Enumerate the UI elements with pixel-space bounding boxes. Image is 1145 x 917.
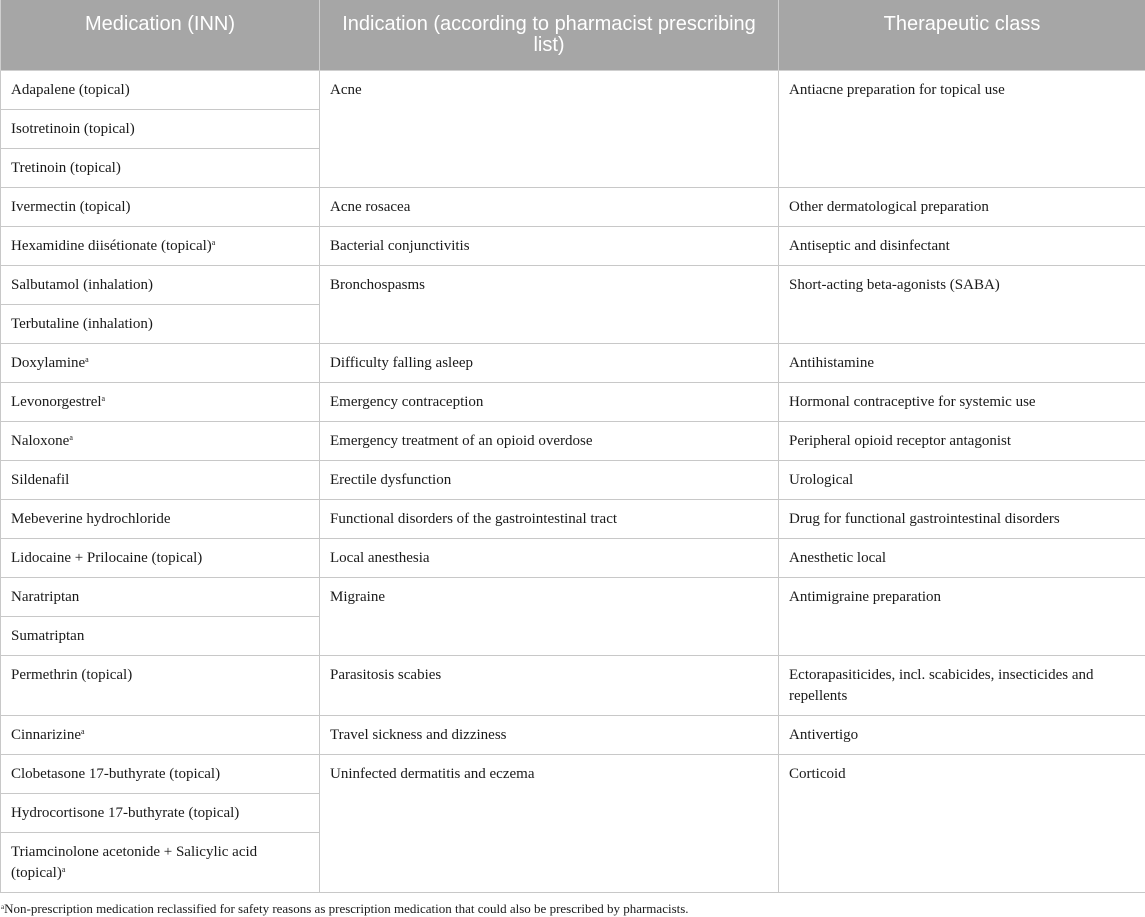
- cell-indication: Parasitosis scabies: [320, 656, 779, 716]
- cell-indication: Functional disorders of the gastrointestinal tract: [320, 500, 779, 539]
- table-row: [1, 716, 1145, 755]
- cell-therapeutic-class: Antihistamine: [779, 344, 1145, 383]
- table-footnote: $^a$Non-prescription medication reclassified for safety reasons as prescription medication that could also be prescribed by pharmacists.: [0, 893, 1145, 917]
- cell-medication: Levonorgestrel$^a$: [1, 383, 320, 422]
- cell-therapeutic-class: Ectorapasiticides, incl. scabicides, insecticides and repellents: [779, 656, 1145, 716]
- cell-medication: Adapalene (topical): [1, 71, 320, 110]
- cell-medication: Terbutaline (inhalation): [1, 305, 320, 344]
- cell-therapeutic-class: Anesthetic local: [779, 539, 1145, 578]
- table-row: [1, 188, 1145, 227]
- table-header: [1, 0, 1145, 71]
- table-row: [1, 656, 1145, 716]
- cell-therapeutic-class: Peripheral opioid receptor antagonist: [779, 422, 1145, 461]
- cell-indication: Acne rosacea: [320, 188, 779, 227]
- footnote-marker: a: [81, 727, 85, 736]
- table-row: [1, 227, 1145, 266]
- cell-therapeutic-class: Antimigraine preparation: [779, 578, 1145, 656]
- cell-indication: Erectile dysfunction: [320, 461, 779, 500]
- cell-medication: Clobetasone 17-buthyrate (topical): [1, 755, 320, 794]
- cell-medication: Mebeverine hydrochloride: [1, 500, 320, 539]
- cell-therapeutic-class: Corticoid: [779, 755, 1145, 893]
- cell-medication: Triamcinolone acetonide + Salicylic acid (topical)$^a$: [1, 833, 320, 893]
- cell-indication: Bronchospasms: [320, 266, 779, 344]
- cell-therapeutic-class: Antiacne preparation for topical use: [779, 71, 1145, 188]
- cell-indication: Difficulty falling asleep: [320, 344, 779, 383]
- cell-medication: Permethrin (topical): [1, 656, 320, 716]
- footnote-marker: a: [69, 433, 73, 442]
- cell-indication: Local anesthesia: [320, 539, 779, 578]
- cell-medication: Naratriptan: [1, 578, 320, 617]
- cell-indication: Acne: [320, 71, 779, 188]
- footnote-marker: a: [85, 355, 89, 364]
- table-row: [1, 422, 1145, 461]
- header-therapeutic-class: Therapeutic class: [779, 0, 1145, 71]
- cell-indication: Emergency treatment of an opioid overdose: [320, 422, 779, 461]
- cell-medication: Naloxone$^a$: [1, 422, 320, 461]
- table-row: [1, 344, 1145, 383]
- footnote-marker: a: [212, 238, 216, 247]
- cell-medication: Tretinoin (topical): [1, 149, 320, 188]
- table-row: [1, 755, 1145, 794]
- cell-therapeutic-class: Antiseptic and disinfectant: [779, 227, 1145, 266]
- footnote-marker: a: [1, 903, 4, 911]
- cell-therapeutic-class: Short-acting beta-agonists (SABA): [779, 266, 1145, 344]
- cell-medication: Cinnarizine$^a$: [1, 716, 320, 755]
- cell-therapeutic-class: Hormonal contraceptive for systemic use: [779, 383, 1145, 422]
- cell-medication: Ivermectin (topical): [1, 188, 320, 227]
- table-row: [1, 500, 1145, 539]
- cell-indication: Travel sickness and dizziness: [320, 716, 779, 755]
- cell-therapeutic-class: Antivertigo: [779, 716, 1145, 755]
- cell-medication: Lidocaine + Prilocaine (topical): [1, 539, 320, 578]
- cell-therapeutic-class: Other dermatological preparation: [779, 188, 1145, 227]
- table-row: [1, 383, 1145, 422]
- cell-therapeutic-class: Urological: [779, 461, 1145, 500]
- table-row: [1, 539, 1145, 578]
- table-row: [1, 461, 1145, 500]
- cell-medication: Sildenafil: [1, 461, 320, 500]
- header-indication: Indication (according to pharmacist prescribing list): [320, 0, 779, 71]
- table-row: [1, 266, 1145, 305]
- cell-medication: Doxylamine$^a$: [1, 344, 320, 383]
- cell-medication: Sumatriptan: [1, 617, 320, 656]
- cell-indication: Migraine: [320, 578, 779, 656]
- cell-therapeutic-class: Drug for functional gastrointestinal disorders: [779, 500, 1145, 539]
- table-body: [1, 71, 1145, 893]
- footnote-marker: a: [102, 394, 106, 403]
- header-medication: Medication (INN): [1, 0, 320, 71]
- footnote-marker: a: [62, 865, 66, 874]
- cell-indication: Emergency contraception: [320, 383, 779, 422]
- cell-medication: Isotretinoin (topical): [1, 110, 320, 149]
- table-row: [1, 578, 1145, 617]
- cell-indication: Bacterial conjunctivitis: [320, 227, 779, 266]
- cell-medication: Salbutamol (inhalation): [1, 266, 320, 305]
- table-row: [1, 71, 1145, 110]
- cell-indication: Uninfected dermatitis and eczema: [320, 755, 779, 893]
- cell-medication: Hydrocortisone 17-buthyrate (topical): [1, 794, 320, 833]
- cell-medication: Hexamidine diisétionate (topical)$^a$: [1, 227, 320, 266]
